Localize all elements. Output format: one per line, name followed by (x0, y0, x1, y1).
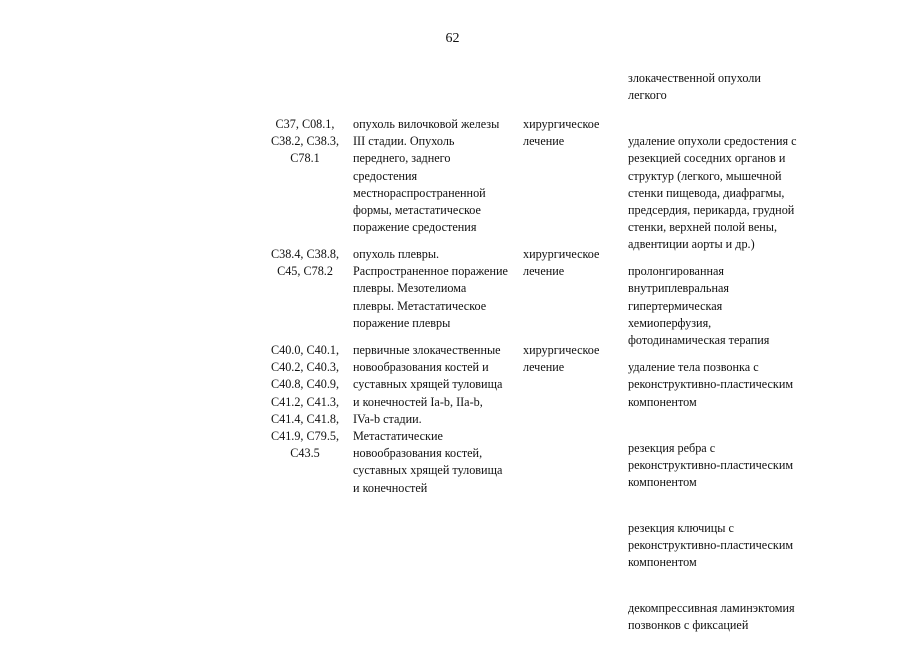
treatment-method-row-3 (628, 342, 824, 652)
icd-codes-row-2: C38.4, C38.8, C45, C78.2 (270, 247, 340, 279)
diagnosis-row-1: опухоль вилочковой железы III стадии. Опухоль переднего, заднего средостения местнораспространенной формы, метастатическое поражение средостения (353, 117, 500, 235)
treatment-method-item: резекция ключицы с реконструктивно-пластическим компонентом (628, 520, 794, 570)
treatment-type-row-1: хирургическое лечение (523, 117, 600, 149)
icd-codes-row-1: C37, C08.1, C38.2, C38.3, C78.1 (270, 117, 340, 166)
diagnosis-row-3: первичные злокачественные новообразования костей и суставных хрящей туловища и конечностей Ia-b, IIa-b, IVa-b стадии. Метастатические новообразования костей, суставных хрящей туловища и конечностей (353, 343, 503, 495)
page-number: 62 (445, 31, 460, 46)
treatment-method-item: пролонгированная внутриплевральная гипертермическая хемиоперфузия, фотодинамическая терапия (628, 264, 770, 348)
treatment-type-row-3: хирургическое лечение (523, 343, 600, 375)
diagnosis-row-2: опухоль плевры. Распространенное поражение плевры. Мезотелиома плевры. Метастатическое поражение плевры (353, 247, 508, 330)
icd-codes-row-3: C40.0, C40.1, C40.2, C40.3, C40.8, C40.9, C41.2, C41.3, C41.4, C41.8, C41.9, C79.5, C43.5 (270, 343, 340, 461)
treatment-method-item: удаление тела позвонка с реконструктивно-пластическим компонентом (628, 360, 794, 409)
treatment-method-item: резекция ребра с реконструктивно-пластическим компонентом (628, 440, 794, 489)
treatment-method-item: удаление опухоли средостения с резекцией соседних органов и структур (легкого, мышечной стенки пищевода, диафрагмы, предсердия, перикарда, грудной стенки, верхней полой вены, адвентиции аорты и др.) (628, 134, 797, 252)
treatment-type-row-2: хирургическое лечение (523, 247, 600, 279)
treatment-method-item: декомпрессивная ламинэктомия позвонков с фиксацией (628, 601, 795, 633)
method-continuation: злокачественной опухоли легкого (628, 71, 761, 103)
